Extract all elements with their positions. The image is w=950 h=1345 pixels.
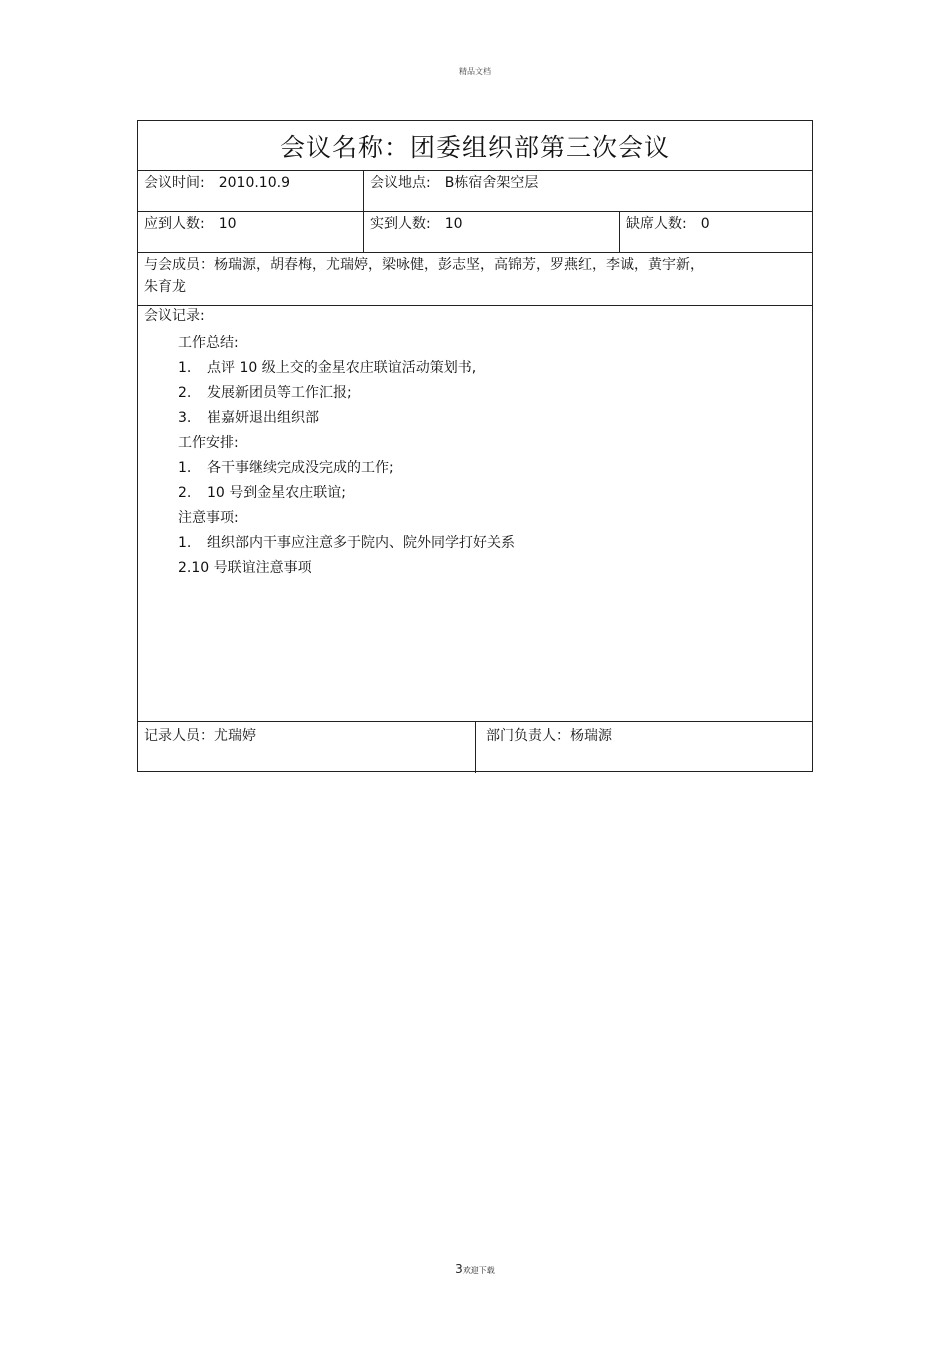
expected-count-cell — [138, 212, 364, 252]
absent-count-cell — [620, 212, 814, 252]
meeting-record-table — [137, 120, 813, 772]
summary-item-number: 3. — [178, 410, 192, 426]
leader-cell — [476, 722, 814, 773]
signature-row — [138, 722, 812, 773]
absent-count-value: 0 — [700, 216, 710, 232]
plan-item-text: 各干事继续完成没完成的工作; — [207, 460, 394, 476]
meeting-time-value: 2010.10.9 — [218, 175, 290, 191]
summary-heading: 工作总结: — [178, 335, 239, 351]
summary-item-number: 1. — [178, 360, 192, 376]
summary-item — [144, 406, 806, 431]
actual-count-value: 10 — [444, 216, 463, 232]
plan-item — [144, 456, 806, 481]
attention-item-text: 组织部内干事应注意多于院内、院外同学打好关系 — [207, 535, 515, 551]
members-line-1: 与会成员：杨瑞源，胡春梅，尤瑞婷，梁咏健，彭志坚，高锦芳，罗燕红，李诚，黄宇新， — [144, 257, 704, 273]
notes-label: 会议记录: — [144, 308, 205, 324]
meeting-place-cell — [364, 171, 814, 211]
expected-count-value: 10 — [218, 216, 237, 232]
plan-item-number: 1. — [178, 460, 192, 476]
summary-item-number: 2. — [178, 385, 192, 401]
page-number: 3 — [455, 1262, 463, 1276]
recorder-cell — [138, 722, 476, 773]
plan-heading: 工作安排: — [178, 435, 239, 451]
notes-cell — [138, 306, 812, 722]
summary-item-text: 发展新团员等工作汇报; — [207, 385, 352, 401]
expected-count-label: 应到人数: — [144, 216, 205, 232]
attention-item-last: 2.10 号联谊注意事项 — [178, 560, 312, 576]
summary-item-text: 点评 10 级上交的金星农庄联谊活动策划书, — [207, 360, 477, 376]
meeting-place-value: B栋宿舍架空层 — [444, 175, 539, 191]
summary-item — [144, 356, 806, 381]
footer-note — [0, 1262, 950, 1276]
meeting-time-cell — [138, 171, 364, 211]
meeting-time-label: 会议时间: — [144, 175, 205, 191]
meeting-title: 会议名称：团委组织部第三次会议 — [138, 121, 812, 171]
attention-item — [144, 531, 806, 556]
absent-count-label: 缺席人数: — [626, 216, 687, 232]
time-place-row — [138, 171, 812, 212]
plan-item-text: 10 号到金星农庄联谊; — [207, 485, 346, 501]
attention-item-number: 1. — [178, 535, 192, 551]
meeting-place-label: 会议地点: — [370, 175, 431, 191]
attendance-row — [138, 212, 812, 253]
summary-item — [144, 381, 806, 406]
summary-item-text: 崔嘉妍退出组织部 — [207, 410, 319, 426]
footer-text: 欢迎下载 — [462, 1266, 495, 1275]
recorder-text: 记录人员：尤瑞婷 — [144, 728, 256, 744]
members-row — [138, 253, 812, 306]
attention-heading: 注意事项: — [178, 510, 239, 526]
plan-item-number: 2. — [178, 485, 192, 501]
notes-body — [144, 331, 806, 581]
actual-count-label: 实到人数: — [370, 216, 431, 232]
header-note: 精品文档 — [459, 67, 491, 76]
members-line-2: 朱育龙 — [144, 279, 186, 295]
leader-text: 部门负责人：杨瑞源 — [486, 728, 612, 744]
plan-item — [144, 481, 806, 506]
actual-count-cell — [364, 212, 620, 252]
